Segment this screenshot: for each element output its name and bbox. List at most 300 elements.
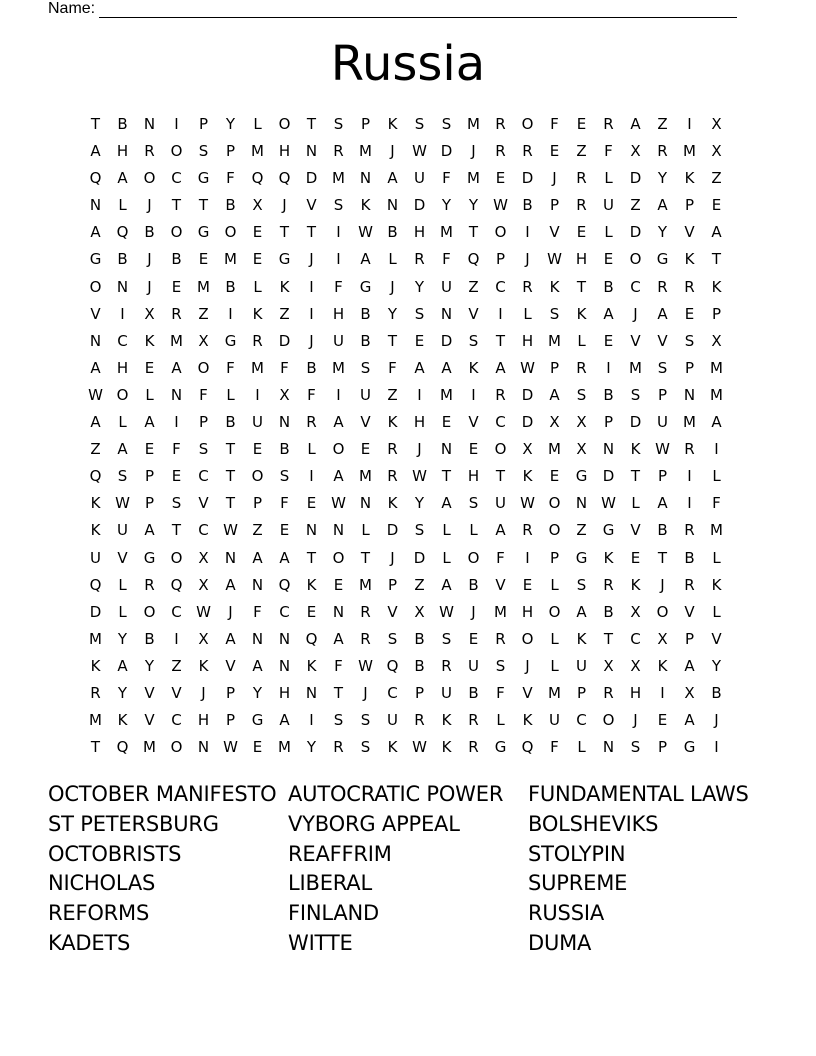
grid-letter[interactable]: K bbox=[630, 575, 641, 594]
grid-letter[interactable]: X bbox=[711, 115, 722, 133]
grid-letter[interactable]: N bbox=[278, 413, 291, 432]
grid-letter[interactable]: J bbox=[525, 250, 530, 269]
grid-letter[interactable]: F bbox=[496, 548, 505, 567]
grid-letter[interactable]: L bbox=[469, 521, 478, 540]
grid-letter[interactable]: R bbox=[414, 711, 425, 730]
grid-letter[interactable]: U bbox=[549, 711, 560, 730]
grid-letter[interactable]: A bbox=[225, 575, 236, 594]
grid-letter[interactable]: V bbox=[495, 575, 506, 594]
grid-letter[interactable]: A bbox=[252, 656, 263, 675]
grid-letter[interactable]: W bbox=[601, 494, 616, 513]
grid-letter[interactable]: O bbox=[170, 738, 183, 757]
grid-letter[interactable]: K bbox=[522, 711, 533, 730]
grid-letter[interactable]: N bbox=[386, 196, 399, 215]
grid-letter[interactable]: C bbox=[117, 331, 128, 350]
grid-letter[interactable]: J bbox=[633, 711, 638, 730]
grid-letter[interactable]: D bbox=[386, 521, 399, 540]
grid-letter[interactable]: B bbox=[684, 548, 695, 567]
grid-letter[interactable]: O bbox=[521, 629, 534, 648]
grid-letter[interactable]: N bbox=[224, 548, 237, 567]
grid-letter[interactable]: O bbox=[521, 115, 534, 133]
grid-letter[interactable]: T bbox=[387, 331, 398, 350]
grid-letter[interactable]: T bbox=[306, 115, 317, 133]
grid-letter[interactable]: J bbox=[228, 602, 233, 621]
grid-letter[interactable]: P bbox=[252, 494, 263, 513]
grid-letter[interactable]: J bbox=[471, 602, 476, 621]
grid-letter[interactable]: L bbox=[145, 385, 154, 404]
grid-letter[interactable]: N bbox=[251, 629, 264, 648]
grid-letter[interactable]: P bbox=[549, 358, 560, 377]
grid-letter[interactable]: S bbox=[387, 629, 398, 648]
grid-letter[interactable]: J bbox=[552, 169, 557, 188]
grid-letter[interactable]: N bbox=[305, 521, 318, 540]
grid-letter[interactable]: J bbox=[147, 277, 152, 296]
grid-letter[interactable]: S bbox=[360, 711, 371, 730]
grid-letter[interactable]: L bbox=[577, 738, 586, 757]
grid-letter[interactable]: T bbox=[171, 196, 182, 215]
grid-letter[interactable]: A bbox=[90, 223, 101, 242]
grid-letter[interactable]: M bbox=[89, 711, 102, 730]
grid-letter[interactable]: B bbox=[360, 331, 371, 350]
grid-letter[interactable]: K bbox=[711, 277, 722, 296]
grid-letter[interactable]: L bbox=[577, 331, 586, 350]
grid-letter[interactable]: E bbox=[630, 548, 641, 567]
grid-letter[interactable]: Y bbox=[117, 629, 128, 648]
grid-letter[interactable]: J bbox=[660, 575, 665, 594]
grid-letter[interactable]: O bbox=[332, 440, 345, 459]
grid-letter[interactable]: D bbox=[602, 467, 615, 486]
grid-letter[interactable]: I bbox=[606, 358, 611, 377]
grid-letter[interactable]: D bbox=[521, 413, 534, 432]
grid-letter[interactable]: W bbox=[520, 494, 535, 513]
grid-letter[interactable]: L bbox=[496, 711, 505, 730]
grid-letter[interactable]: U bbox=[657, 413, 668, 432]
grid-letter[interactable]: F bbox=[334, 656, 343, 675]
grid-letter[interactable]: P bbox=[657, 738, 668, 757]
grid-letter[interactable]: R bbox=[387, 467, 398, 486]
grid-letter[interactable]: E bbox=[684, 304, 695, 323]
grid-letter[interactable]: K bbox=[90, 494, 101, 513]
grid-letter[interactable]: O bbox=[602, 711, 615, 730]
grid-letter[interactable]: T bbox=[225, 440, 236, 459]
grid-letter[interactable]: E bbox=[252, 250, 263, 269]
grid-letter[interactable]: S bbox=[441, 115, 452, 133]
grid-letter[interactable]: J bbox=[147, 196, 152, 215]
grid-letter[interactable]: L bbox=[442, 548, 451, 567]
grid-letter[interactable]: M bbox=[467, 169, 480, 188]
grid-letter[interactable]: H bbox=[521, 602, 534, 621]
grid-letter[interactable]: F bbox=[334, 277, 343, 296]
grid-letter[interactable]: W bbox=[547, 250, 562, 269]
grid-letter[interactable]: X bbox=[198, 629, 209, 648]
grid-letter[interactable]: V bbox=[657, 331, 668, 350]
grid-letter[interactable]: V bbox=[630, 521, 641, 540]
grid-letter[interactable]: K bbox=[549, 277, 560, 296]
grid-letter[interactable]: B bbox=[225, 413, 236, 432]
grid-letter[interactable]: I bbox=[336, 385, 341, 404]
grid-letter[interactable]: G bbox=[89, 250, 102, 269]
grid-letter[interactable]: A bbox=[711, 223, 722, 242]
grid-letter[interactable]: D bbox=[305, 169, 318, 188]
grid-letter[interactable]: G bbox=[224, 331, 237, 350]
grid-letter[interactable]: I bbox=[525, 223, 530, 242]
grid-letter[interactable]: P bbox=[657, 385, 668, 404]
grid-letter[interactable]: E bbox=[549, 142, 560, 161]
grid-letter[interactable]: Y bbox=[306, 738, 317, 757]
grid-letter[interactable]: M bbox=[89, 629, 102, 648]
grid-letter[interactable]: K bbox=[144, 331, 155, 350]
grid-letter[interactable]: M bbox=[494, 602, 507, 621]
grid-letter[interactable]: Q bbox=[386, 656, 399, 675]
grid-letter[interactable]: I bbox=[471, 385, 476, 404]
grid-letter[interactable]: P bbox=[495, 250, 506, 269]
grid-letter[interactable]: E bbox=[603, 331, 614, 350]
grid-letter[interactable]: M bbox=[629, 358, 642, 377]
grid-letter[interactable]: A bbox=[144, 521, 155, 540]
grid-letter[interactable]: T bbox=[279, 223, 290, 242]
grid-letter[interactable]: I bbox=[174, 115, 179, 133]
grid-letter[interactable]: K bbox=[684, 169, 695, 188]
grid-letter[interactable]: R bbox=[495, 115, 506, 133]
grid-letter[interactable]: G bbox=[197, 169, 210, 188]
grid-letter[interactable]: O bbox=[548, 521, 561, 540]
grid-letter[interactable]: B bbox=[468, 683, 479, 702]
grid-letter[interactable]: R bbox=[252, 331, 263, 350]
grid-letter[interactable]: S bbox=[333, 196, 344, 215]
grid-letter[interactable]: L bbox=[631, 494, 640, 513]
grid-letter[interactable]: A bbox=[144, 413, 155, 432]
grid-letter[interactable]: W bbox=[358, 223, 373, 242]
grid-letter[interactable]: N bbox=[278, 656, 291, 675]
grid-letter[interactable]: E bbox=[171, 467, 182, 486]
grid-letter[interactable]: N bbox=[602, 440, 615, 459]
grid-letter[interactable]: C bbox=[171, 602, 182, 621]
grid-letter[interactable]: T bbox=[198, 196, 209, 215]
grid-letter[interactable]: R bbox=[522, 277, 533, 296]
grid-letter[interactable]: R bbox=[306, 413, 317, 432]
grid-letter[interactable]: M bbox=[332, 358, 345, 377]
grid-letter[interactable]: G bbox=[656, 250, 669, 269]
grid-letter[interactable]: P bbox=[360, 115, 371, 133]
grid-letter[interactable]: A bbox=[603, 304, 614, 323]
grid-letter[interactable]: N bbox=[359, 169, 372, 188]
grid-letter[interactable]: K bbox=[387, 494, 398, 513]
grid-letter[interactable]: I bbox=[336, 250, 341, 269]
grid-letter[interactable]: T bbox=[306, 548, 317, 567]
grid-letter[interactable]: N bbox=[89, 331, 102, 350]
grid-letter[interactable]: A bbox=[171, 358, 182, 377]
grid-letter[interactable]: T bbox=[225, 467, 236, 486]
grid-letter[interactable]: I bbox=[309, 711, 314, 730]
grid-letter[interactable]: A bbox=[90, 358, 101, 377]
grid-letter[interactable]: X bbox=[684, 683, 695, 702]
grid-letter[interactable]: R bbox=[657, 142, 668, 161]
grid-letter[interactable]: D bbox=[278, 331, 291, 350]
grid-letter[interactable]: X bbox=[198, 575, 209, 594]
grid-letter[interactable]: O bbox=[548, 494, 561, 513]
grid-letter[interactable]: V bbox=[198, 494, 209, 513]
grid-letter[interactable]: S bbox=[414, 304, 425, 323]
grid-letter[interactable]: A bbox=[333, 467, 344, 486]
grid-letter[interactable]: G bbox=[251, 711, 264, 730]
grid-letter[interactable]: S bbox=[468, 331, 479, 350]
grid-letter[interactable]: D bbox=[413, 196, 426, 215]
grid-letter[interactable]: L bbox=[253, 277, 262, 296]
grid-letter[interactable]: A bbox=[657, 196, 668, 215]
grid-letter[interactable]: S bbox=[279, 467, 290, 486]
grid-letter[interactable]: L bbox=[361, 521, 370, 540]
grid-letter[interactable]: S bbox=[198, 440, 209, 459]
grid-letter[interactable]: R bbox=[495, 385, 506, 404]
grid-letter[interactable]: U bbox=[117, 521, 128, 540]
grid-letter[interactable]: T bbox=[657, 548, 668, 567]
grid-letter[interactable]: B bbox=[171, 250, 182, 269]
grid-letter[interactable]: C bbox=[630, 277, 641, 296]
grid-letter[interactable]: L bbox=[388, 250, 397, 269]
grid-letter[interactable]: B bbox=[360, 304, 371, 323]
grid-letter[interactable]: X bbox=[603, 656, 614, 675]
grid-letter[interactable]: O bbox=[494, 223, 507, 242]
grid-letter[interactable]: F bbox=[550, 115, 559, 133]
grid-letter[interactable]: C bbox=[495, 413, 506, 432]
grid-letter[interactable]: E bbox=[198, 250, 209, 269]
grid-letter[interactable]: K bbox=[387, 115, 398, 133]
grid-letter[interactable]: Y bbox=[414, 494, 425, 513]
grid-letter[interactable]: S bbox=[468, 494, 479, 513]
grid-letter[interactable]: E bbox=[468, 629, 479, 648]
grid-letter[interactable]: N bbox=[359, 494, 372, 513]
grid-letter[interactable]: K bbox=[657, 656, 668, 675]
grid-letter[interactable]: C bbox=[630, 629, 641, 648]
grid-letter[interactable]: S bbox=[495, 656, 506, 675]
grid-letter[interactable]: M bbox=[710, 521, 723, 540]
grid-letter[interactable]: H bbox=[413, 223, 426, 242]
grid-letter[interactable]: W bbox=[412, 467, 427, 486]
grid-letter[interactable]: V bbox=[144, 683, 155, 702]
grid-letter[interactable]: P bbox=[603, 413, 614, 432]
grid-letter[interactable]: M bbox=[683, 413, 696, 432]
grid-letter[interactable]: A bbox=[441, 494, 452, 513]
grid-letter[interactable]: N bbox=[116, 277, 129, 296]
grid-letter[interactable]: R bbox=[495, 142, 506, 161]
grid-letter[interactable]: T bbox=[495, 331, 506, 350]
grid-letter[interactable]: H bbox=[278, 683, 291, 702]
grid-letter[interactable]: O bbox=[170, 548, 183, 567]
grid-letter[interactable]: P bbox=[225, 683, 236, 702]
grid-letter[interactable]: W bbox=[439, 602, 454, 621]
grid-letter[interactable]: A bbox=[252, 548, 263, 567]
grid-letter[interactable]: A bbox=[711, 413, 722, 432]
grid-letter[interactable]: L bbox=[604, 169, 613, 188]
grid-letter[interactable]: O bbox=[548, 602, 561, 621]
grid-letter[interactable]: X bbox=[630, 142, 641, 161]
grid-letter[interactable]: N bbox=[575, 494, 588, 513]
grid-letter[interactable]: X bbox=[144, 304, 155, 323]
grid-letter[interactable]: A bbox=[333, 629, 344, 648]
grid-letter[interactable]: V bbox=[549, 223, 560, 242]
grid-letter[interactable]: E bbox=[252, 738, 263, 757]
grid-letter[interactable]: A bbox=[360, 250, 371, 269]
grid-letter[interactable]: L bbox=[550, 575, 559, 594]
grid-letter[interactable]: B bbox=[117, 115, 128, 133]
grid-letter[interactable]: R bbox=[171, 304, 182, 323]
grid-letter[interactable]: Z bbox=[90, 440, 101, 459]
grid-letter[interactable]: B bbox=[711, 683, 722, 702]
grid-letter[interactable]: E bbox=[414, 331, 425, 350]
grid-letter[interactable]: I bbox=[120, 304, 125, 323]
grid-letter[interactable]: S bbox=[576, 575, 587, 594]
grid-letter[interactable]: K bbox=[117, 711, 128, 730]
grid-letter[interactable]: U bbox=[360, 385, 371, 404]
grid-letter[interactable]: B bbox=[603, 602, 614, 621]
grid-letter[interactable]: K bbox=[576, 304, 587, 323]
grid-letter[interactable]: L bbox=[118, 602, 127, 621]
grid-letter[interactable]: O bbox=[224, 223, 237, 242]
grid-letter[interactable]: D bbox=[521, 385, 534, 404]
grid-letter[interactable]: M bbox=[332, 169, 345, 188]
grid-letter[interactable]: M bbox=[467, 115, 480, 133]
grid-letter[interactable]: S bbox=[414, 521, 425, 540]
grid-letter[interactable]: F bbox=[253, 602, 262, 621]
grid-letter[interactable]: G bbox=[575, 467, 588, 486]
grid-letter[interactable]: J bbox=[363, 683, 368, 702]
grid-letter[interactable]: Z bbox=[630, 196, 641, 215]
grid-letter[interactable]: E bbox=[576, 223, 587, 242]
grid-letter[interactable]: M bbox=[710, 358, 723, 377]
grid-letter[interactable]: Y bbox=[225, 115, 236, 133]
grid-letter[interactable]: H bbox=[278, 142, 291, 161]
grid-letter[interactable]: D bbox=[521, 169, 534, 188]
grid-letter[interactable]: C bbox=[576, 711, 587, 730]
grid-letter[interactable]: O bbox=[170, 223, 183, 242]
grid-letter[interactable]: Z bbox=[576, 142, 587, 161]
grid-letter[interactable]: Z bbox=[657, 115, 668, 133]
grid-letter[interactable]: N bbox=[440, 304, 453, 323]
grid-letter[interactable]: A bbox=[117, 440, 128, 459]
grid-letter[interactable]: A bbox=[657, 304, 668, 323]
grid-letter[interactable]: L bbox=[253, 115, 262, 133]
grid-letter[interactable]: X bbox=[711, 331, 722, 350]
grid-letter[interactable]: U bbox=[90, 548, 101, 567]
grid-letter[interactable]: E bbox=[468, 440, 479, 459]
grid-letter[interactable]: K bbox=[630, 440, 641, 459]
grid-letter[interactable]: F bbox=[280, 358, 289, 377]
grid-letter[interactable]: J bbox=[147, 250, 152, 269]
grid-letter[interactable]: V bbox=[684, 223, 695, 242]
grid-letter[interactable]: E bbox=[252, 440, 263, 459]
grid-letter[interactable]: P bbox=[225, 142, 236, 161]
grid-letter[interactable]: V bbox=[684, 602, 695, 621]
name-field[interactable] bbox=[48, 0, 748, 18]
grid-letter[interactable]: I bbox=[714, 738, 719, 757]
grid-letter[interactable]: S bbox=[414, 115, 425, 133]
grid-letter[interactable]: A bbox=[441, 575, 452, 594]
grid-letter[interactable]: A bbox=[441, 358, 452, 377]
grid-letter[interactable]: Y bbox=[252, 683, 263, 702]
grid-letter[interactable]: E bbox=[360, 440, 371, 459]
grid-letter[interactable]: R bbox=[603, 575, 614, 594]
grid-letter[interactable]: L bbox=[118, 413, 127, 432]
grid-letter[interactable]: W bbox=[493, 196, 508, 215]
grid-letter[interactable]: I bbox=[174, 413, 179, 432]
grid-letter[interactable]: X bbox=[630, 656, 641, 675]
grid-letter[interactable]: E bbox=[522, 575, 533, 594]
grid-letter[interactable]: C bbox=[198, 467, 209, 486]
grid-letter[interactable]: A bbox=[117, 656, 128, 675]
grid-letter[interactable]: Z bbox=[279, 304, 290, 323]
grid-letter[interactable]: E bbox=[171, 277, 182, 296]
grid-letter[interactable]: D bbox=[89, 602, 102, 621]
grid-letter[interactable]: H bbox=[332, 304, 345, 323]
grid-letter[interactable]: R bbox=[684, 440, 695, 459]
grid-letter[interactable]: J bbox=[201, 683, 206, 702]
grid-letter[interactable]: R bbox=[333, 142, 344, 161]
grid-letter[interactable]: E bbox=[144, 358, 155, 377]
grid-letter[interactable]: O bbox=[278, 115, 291, 133]
grid-letter[interactable]: J bbox=[309, 250, 314, 269]
grid-letter[interactable]: P bbox=[549, 548, 560, 567]
grid-letter[interactable]: G bbox=[683, 738, 696, 757]
grid-letter[interactable]: W bbox=[331, 494, 346, 513]
grid-letter[interactable]: R bbox=[414, 250, 425, 269]
grid-letter[interactable]: R bbox=[387, 440, 398, 459]
grid-letter[interactable]: F bbox=[226, 169, 235, 188]
grid-letter[interactable]: S bbox=[630, 738, 641, 757]
grid-letter[interactable]: T bbox=[333, 683, 344, 702]
grid-letter[interactable]: P bbox=[576, 683, 587, 702]
grid-letter[interactable]: L bbox=[550, 656, 559, 675]
grid-letter[interactable]: M bbox=[710, 385, 723, 404]
grid-letter[interactable]: E bbox=[306, 494, 317, 513]
grid-letter[interactable]: H bbox=[413, 413, 426, 432]
grid-letter[interactable]: U bbox=[414, 169, 425, 188]
grid-letter[interactable]: I bbox=[417, 385, 422, 404]
grid-letter[interactable]: F bbox=[388, 358, 397, 377]
grid-letter[interactable]: X bbox=[576, 440, 587, 459]
grid-letter[interactable]: M bbox=[170, 331, 183, 350]
grid-letter[interactable]: W bbox=[412, 738, 427, 757]
grid-letter[interactable]: K bbox=[306, 656, 317, 675]
grid-letter[interactable]: S bbox=[441, 629, 452, 648]
grid-letter[interactable]: J bbox=[417, 440, 422, 459]
grid-letter[interactable]: U bbox=[603, 196, 614, 215]
grid-letter[interactable]: A bbox=[549, 385, 560, 404]
grid-letter[interactable]: R bbox=[90, 683, 101, 702]
grid-letter[interactable]: N bbox=[305, 683, 318, 702]
grid-letter[interactable]: I bbox=[660, 683, 665, 702]
grid-letter[interactable]: Z bbox=[387, 385, 398, 404]
grid-letter[interactable]: R bbox=[522, 142, 533, 161]
grid-letter[interactable]: E bbox=[144, 440, 155, 459]
grid-letter[interactable]: E bbox=[495, 169, 506, 188]
grid-letter[interactable]: V bbox=[171, 683, 182, 702]
grid-letter[interactable]: A bbox=[279, 548, 290, 567]
grid-letter[interactable]: B bbox=[468, 575, 479, 594]
grid-letter[interactable]: V bbox=[90, 304, 101, 323]
grid-letter[interactable]: W bbox=[412, 142, 427, 161]
grid-letter[interactable]: S bbox=[333, 711, 344, 730]
grid-letter[interactable]: O bbox=[170, 142, 183, 161]
grid-letter[interactable]: Z bbox=[414, 575, 425, 594]
grid-letter[interactable]: N bbox=[251, 575, 264, 594]
grid-letter[interactable]: R bbox=[576, 169, 587, 188]
grid-letter[interactable]: T bbox=[468, 223, 479, 242]
grid-letter[interactable]: E bbox=[333, 575, 344, 594]
grid-letter[interactable]: M bbox=[143, 738, 156, 757]
grid-letter[interactable]: A bbox=[117, 169, 128, 188]
grid-letter[interactable]: Y bbox=[117, 683, 128, 702]
grid-letter[interactable]: N bbox=[305, 142, 318, 161]
